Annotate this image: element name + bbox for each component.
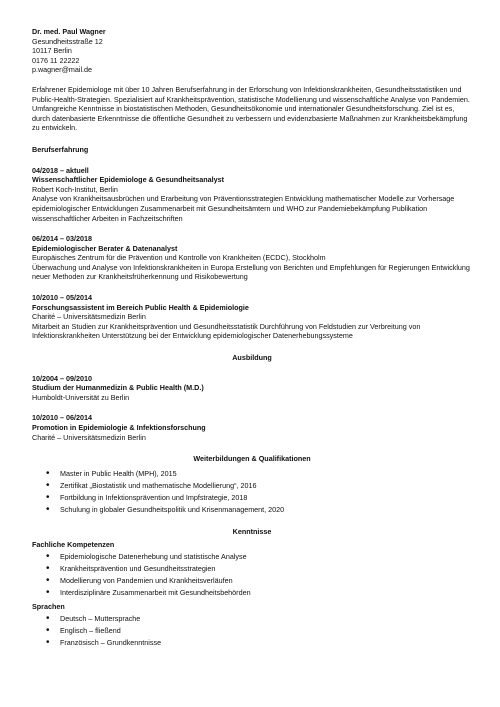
education-entry <box>32 413 472 442</box>
professional-skill-item: • Interdisziplinäre Zusammenarbeit mit Gesundheitsbehörden <box>32 588 472 598</box>
job-date: 10/2010 – 05/2014 <box>32 293 92 303</box>
job-organization: Charité – Universitätsmedizin Berlin <box>32 312 146 322</box>
job-description: Mitarbeit an Studien zur Krankheitsprävention und Gesundheitsstatistik Durchführung von Feldstudien zur Verbreitung von Infektionskrankheiten Unterstützung bei der Entwicklung epidemiologischer Datenerhebungssysteme <box>32 321 421 341</box>
education-date: 10/2004 – 09/2010 <box>32 373 92 383</box>
training-item: • Fortbildung in Infektionsprävention und Impfstrategie, 2018 <box>32 493 472 503</box>
language-item: • Französisch – Grundkenntnisse <box>32 638 472 648</box>
experience-heading: Berufserfahrung <box>32 144 89 154</box>
job-entry <box>32 166 472 224</box>
job-title: Forschungsassistent im Bereich Public Health & Epidemiologie <box>32 302 249 312</box>
professional-skills-list <box>32 552 472 598</box>
languages-heading: Sprachen <box>32 601 65 611</box>
professional-skill-item: • Epidemiologische Datenerhebung und statistische Analyse <box>32 552 472 562</box>
education-institution: Humboldt-Universität zu Berlin <box>32 392 130 402</box>
job-title: Wissenschaftlicher Epidemiologe & Gesundheitsanalyst <box>32 175 225 185</box>
job-entry <box>32 293 472 341</box>
job-organization: Robert Koch-Institut, Berlin <box>32 184 118 194</box>
job-entry <box>32 234 472 282</box>
education-heading: Ausbildung <box>232 353 272 363</box>
contact-city: 10117 Berlin <box>32 46 72 56</box>
professional-skills-heading: Fachliche Kompetenzen <box>32 540 115 550</box>
profile-summary: Erfahrener Epidemiologe mit über 10 Jahren Berufserfahrung in der Erforschung von Infektionskrankheiten, Gesundheitsstatistiken und Public-Health-Strategien. Spezialisiert auf Krankheitsprävention, statistische Modellierung und wissenschaftliche Analyse von Pandemien. Umfangreiche Kenntnisse in biostatistischen Methoden, Gesundheitsökonomie und internationaler Gesundheitsforschung. Ziel ist es, durch datenbasierte Erkenntnisse die öffentliche Gesundheit zu verbessern und evidenzbasierte Maßnahmen zur Krankheitsbekämpfung zu entwickeln. <box>32 84 470 133</box>
contact-phone: 0176 11 22222 <box>32 55 80 65</box>
job-title: Epidemiologischer Berater & Datenanalyst <box>32 243 178 253</box>
job-description: Analyse von Krankheitsausbrüchen und Erarbeitung von Präventionsstrategien Entwicklung mathematischer Modelle zur Vorhersage epidemiologischer Entwicklungen Zusammenarbeit mit Gesundheitsämtern und WHO zur Pandemiebekämpfung Publikation wissenschaftlicher Arbeiten in Fachzeitschriften <box>32 194 455 223</box>
languages-list <box>32 614 472 648</box>
professional-skill-item: • Modellierung von Pandemien und Krankheitsverläufen <box>32 576 472 586</box>
training-list <box>32 469 472 515</box>
education-title: Studium der Humanmedizin & Public Health (M.D.) <box>32 383 204 393</box>
professional-skill-item: • Krankheitsprävention und Gesundheitsstrategien <box>32 564 472 574</box>
training-item: • Schulung in globaler Gesundheitspolitik und Krisenmanagement, 2020 <box>32 505 472 515</box>
education-title: Promotion in Epidemiologie & Infektionsforschung <box>32 423 206 432</box>
contact-block <box>32 27 472 75</box>
education-entry <box>32 374 472 403</box>
contact-email: p.wagner@mail.de <box>32 65 93 75</box>
training-heading: Weiterbildungen & Qualifikationen <box>193 454 311 464</box>
skills-heading: Kenntnisse <box>232 526 272 536</box>
job-date: 04/2018 – aktuell <box>32 165 89 175</box>
language-item: • Deutsch – Muttersprache <box>32 614 472 624</box>
education-date: 10/2010 – 06/2014 <box>32 413 92 423</box>
job-date: 06/2014 – 03/2018 <box>32 234 92 244</box>
education-institution: Charité – Universitätsmedizin Berlin <box>32 432 146 442</box>
contact-name: Dr. med. Paul Wagner <box>32 27 106 36</box>
contact-street: Gesundheitsstraße 12 <box>32 36 103 46</box>
training-item: • Zertifikat „Biostatistik und mathematische Modellierung“, 2016 <box>32 481 472 491</box>
language-item: • Englisch – fließend <box>32 626 472 636</box>
cv-page <box>32 27 472 650</box>
training-item: • Master in Public Health (MPH), 2015 <box>32 469 472 479</box>
job-organization: Europäisches Zentrum für die Prävention und Kontrolle von Krankheiten (ECDC), Stockholm <box>32 253 326 263</box>
job-description: Überwachung und Analyse von Infektionskrankheiten in Europa Erstellung von Berichten und Empfehlungen für Regierungen Entwicklung neuer Methoden zur Krankheitsfrüherkennung und Risikobewertung <box>32 262 470 282</box>
